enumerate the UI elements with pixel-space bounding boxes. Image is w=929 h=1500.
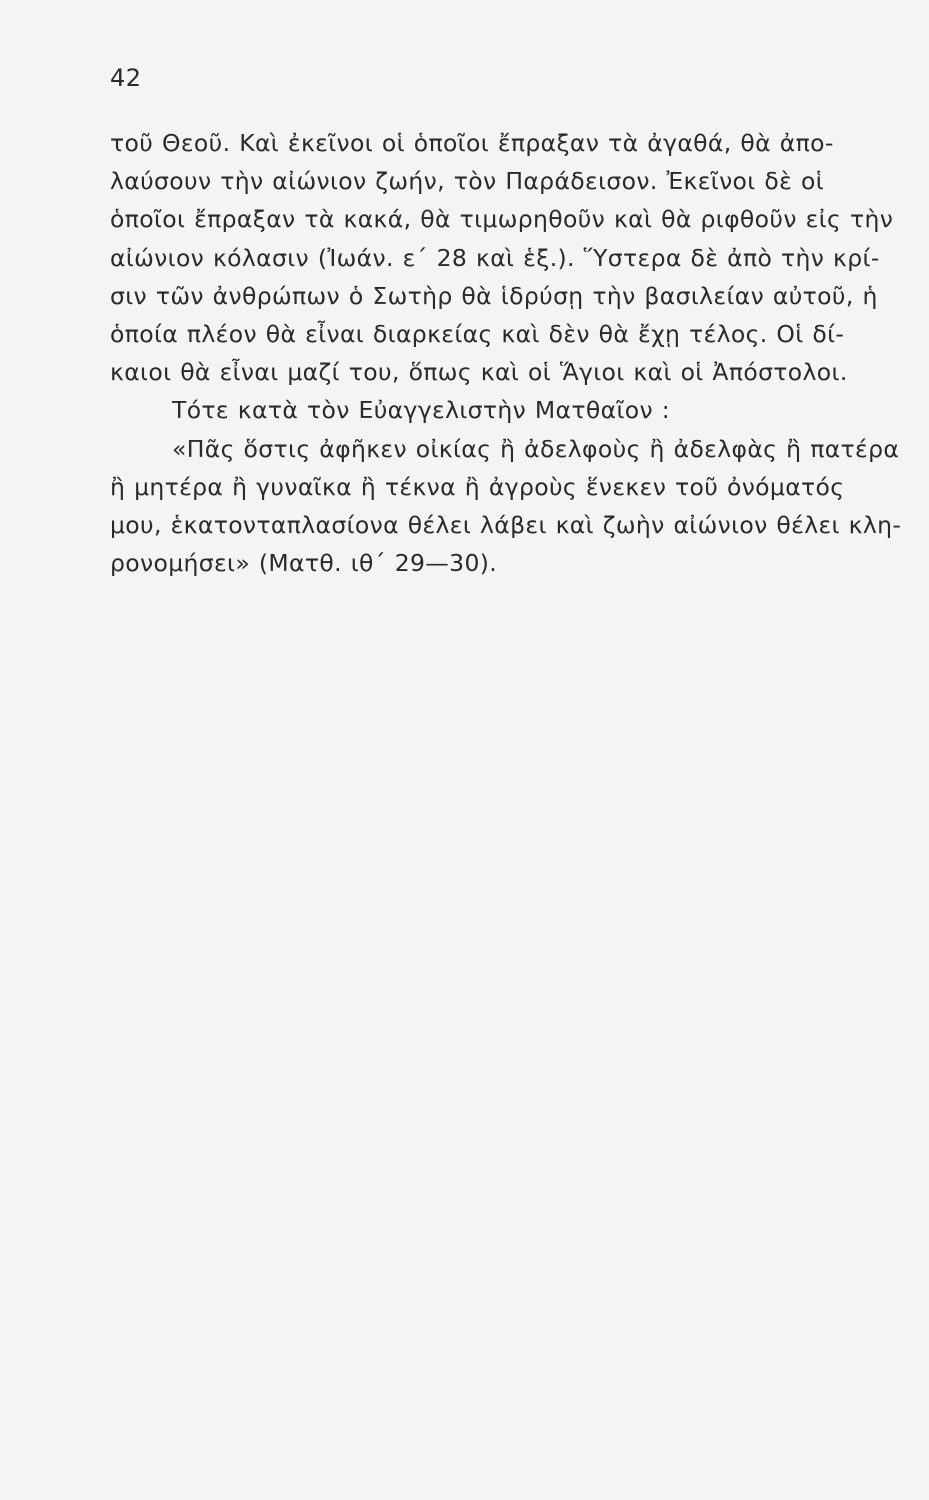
- quote-line: ἢ μητέρα ἢ γυναῖκα ἢ τέκνα ἢ ἀγροὺς ἕνεκεν τοῦ ὀνόματός: [110, 472, 845, 501]
- text-line: ὁποῖοι ἔπραξαν τὰ κακά, θὰ τιμωρηθοῦν καὶ θὰ ριφθοῦν εἰς τὴν: [110, 205, 894, 234]
- text-line: λαύσουν τὴν αἰώνιον ζωήν, τὸν Παράδεισον. Ἐκεῖνοι δὲ οἱ: [110, 167, 825, 196]
- text-line: αἰώνιον κόλασιν (Ἰωάν. ε΄ 28 καὶ ἑξ.). Ὕστερα δὲ ἀπὸ τὴν κρί-: [110, 243, 880, 272]
- body-text: [110, 124, 920, 582]
- text-line: τοῦ Θεοῦ. Καὶ ἐκεῖνοι οἱ ὁποῖοι ἔπραξαν τὰ ἀγαθά, θὰ ἀπο-: [110, 129, 834, 157]
- quote-line: μου, ἑκατονταπλασίονα θέλει λάβει καὶ ζωὴν αἰώνιον θέλει κλη-: [110, 510, 902, 539]
- text-line: ὁποία πλέον θὰ εἶναι διαρκείας καὶ δὲν θὰ ἔχῃ τέλος. Οἱ δί-: [110, 319, 845, 348]
- page-number: 42: [110, 64, 142, 92]
- quote-line: «Πᾶς ὅστις ἀφῆκεν οἰκίας ἢ ἀδελφοὺς ἢ ἀδελφὰς ἢ πατέρα: [172, 434, 900, 463]
- text-line: Τότε κατὰ τὸν Εὐαγγελιστὴν Ματθαῖον :: [172, 396, 671, 425]
- text-line: καιοι θὰ εἶναι μαζί του, ὅπως καὶ οἱ Ἅγιοι καὶ οἱ Ἀπόστολοι.: [110, 358, 848, 387]
- quote-line: ρονομήσει» (Ματθ. ιθ΄ 29—30).: [110, 549, 498, 578]
- text-line: σιν τῶν ἀνθρώπων ὁ Σωτὴρ θὰ ἱδρύσῃ τὴν βασιλείαν αὐτοῦ, ἡ: [110, 281, 878, 310]
